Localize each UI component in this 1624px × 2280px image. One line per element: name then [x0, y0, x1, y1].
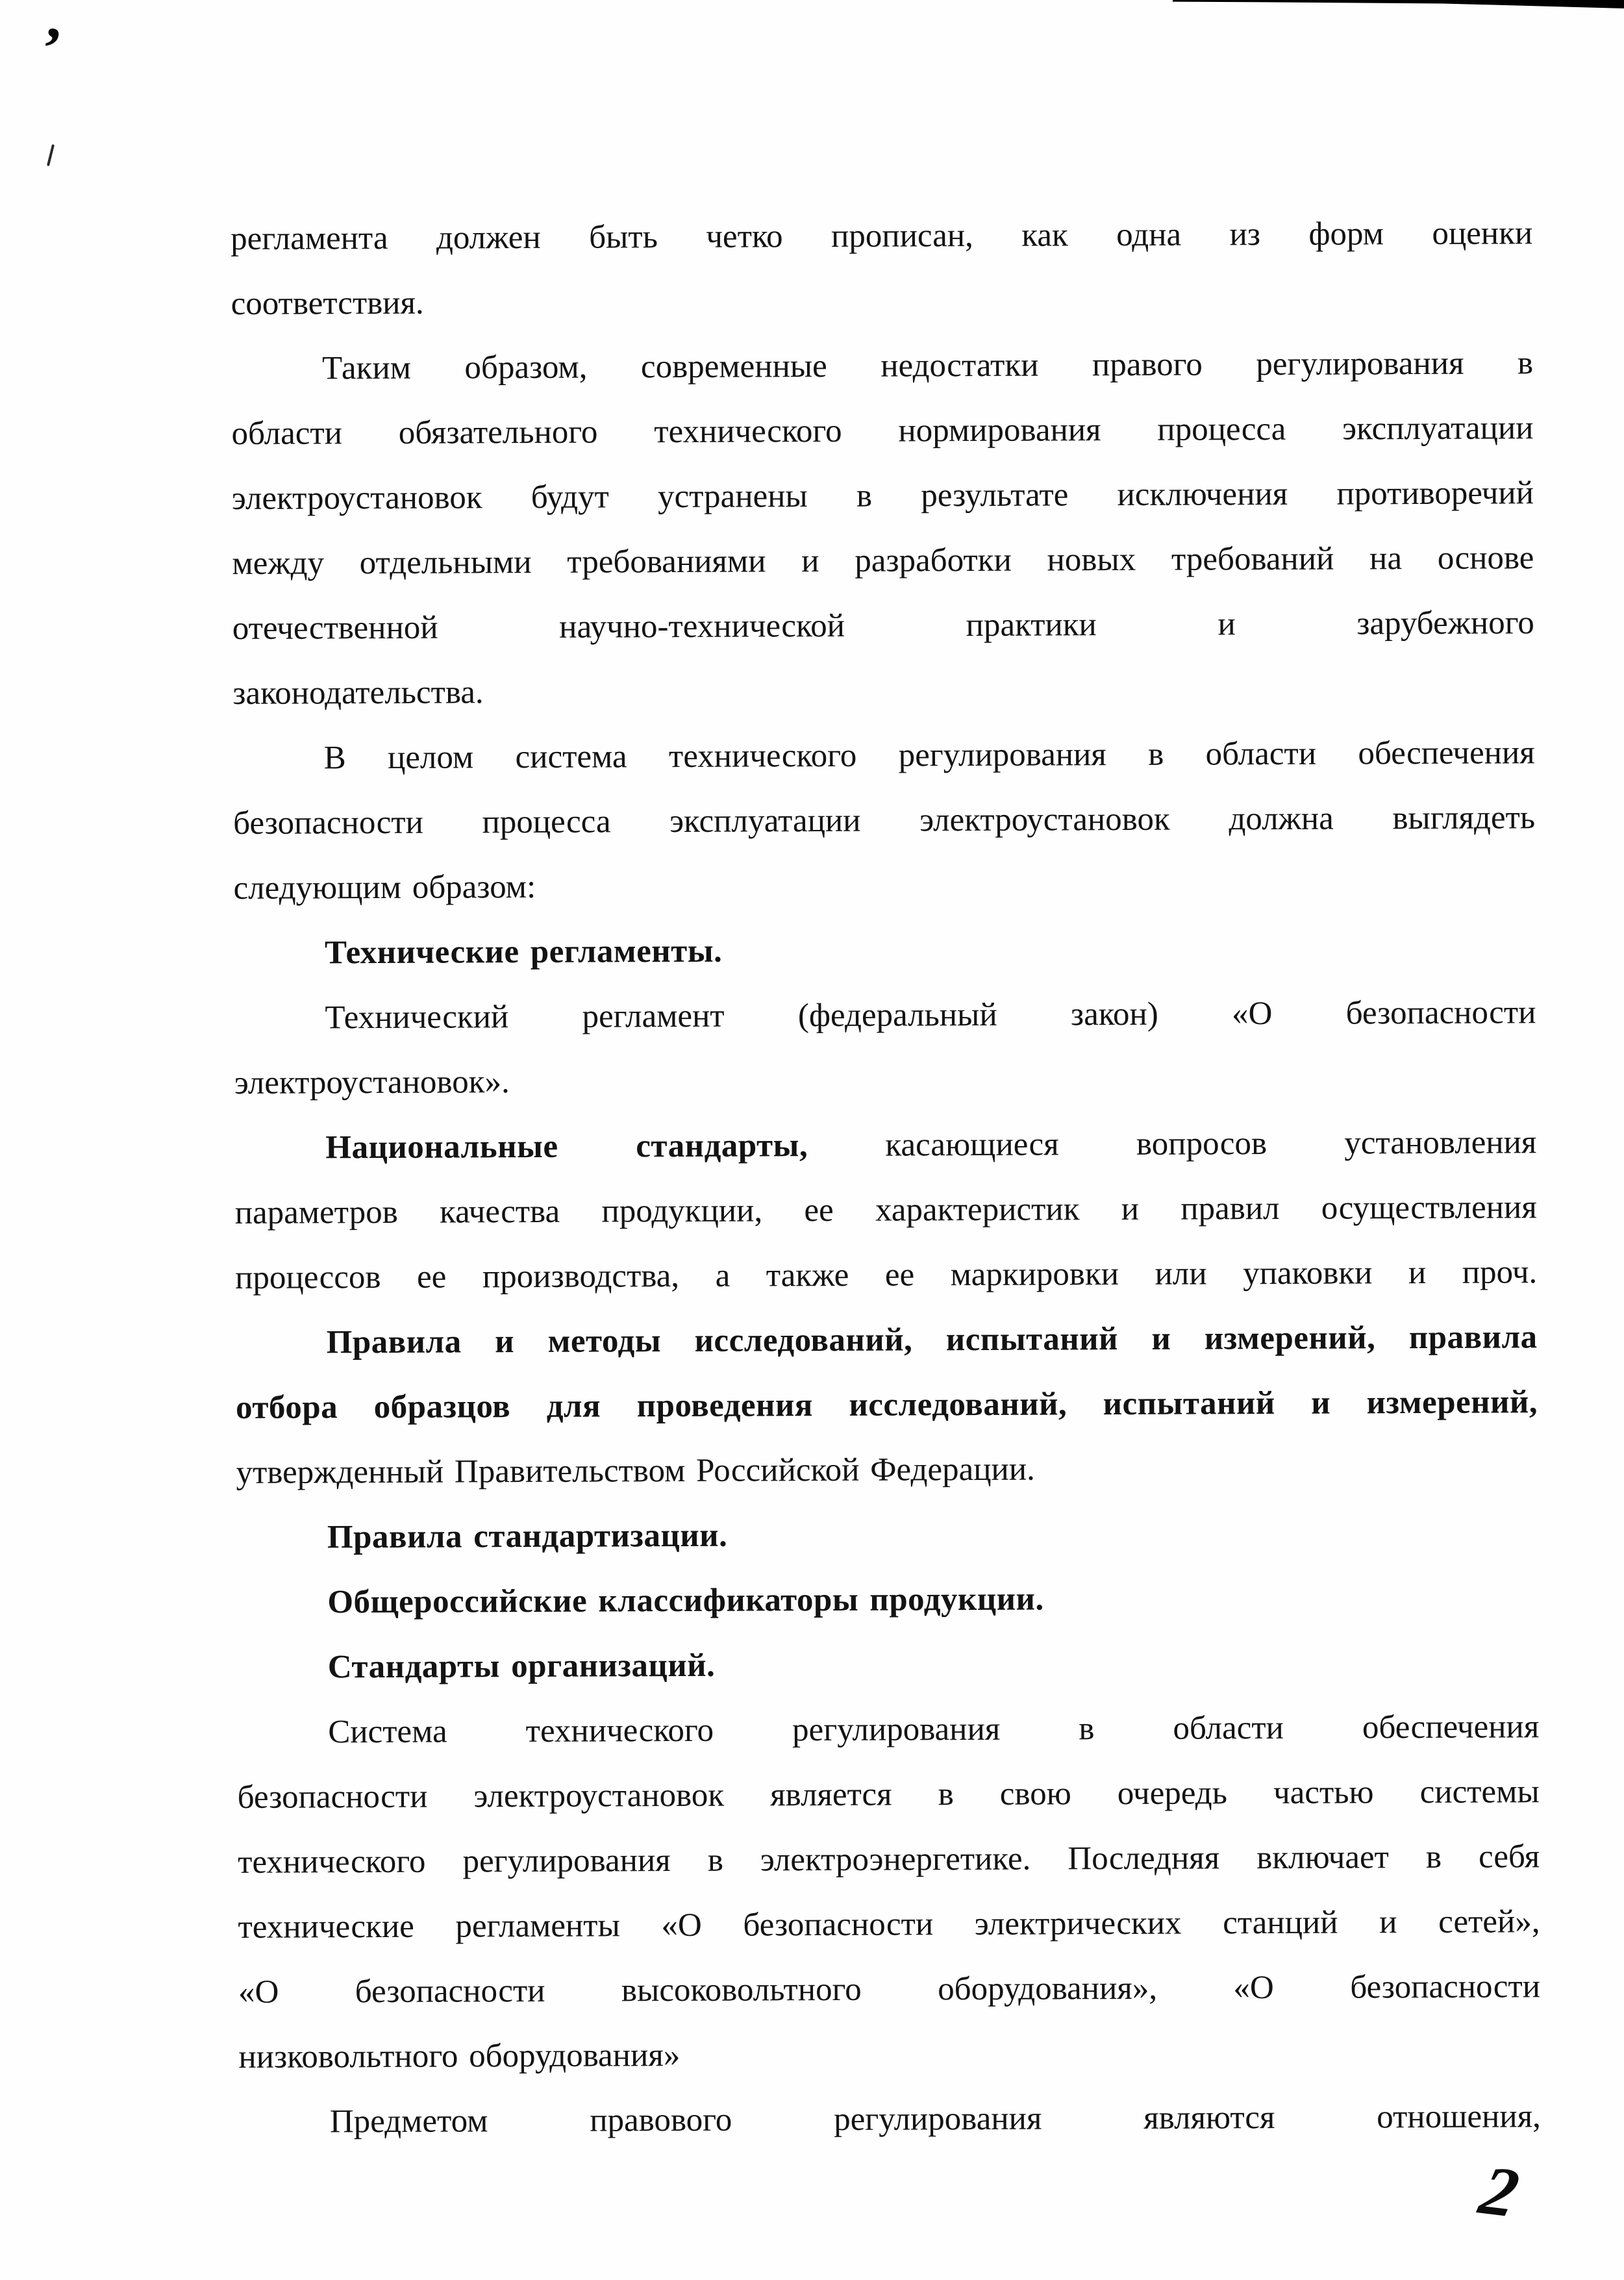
text-segment: области обязательного технического нормирования процесса эксплуатации — [231, 410, 1534, 452]
text-segment: Технический регламент (федеральный закон) «О безопасности — [325, 994, 1536, 1036]
text-segment: низковольтного оборудования» — [238, 2037, 681, 2075]
text-line — [238, 1889, 1540, 1960]
text-line — [236, 1434, 1538, 1505]
text-line — [236, 1370, 1538, 1440]
text-line — [237, 1629, 1539, 1700]
page-number: 2 — [1473, 2151, 1526, 2233]
margin-ink-mark-top: ’ — [38, 14, 65, 82]
bold-text-segment: Общероссийские классификаторы продукции. — [327, 1581, 1044, 1621]
text-line — [232, 525, 1534, 596]
text-line — [235, 1175, 1537, 1246]
text-line — [232, 590, 1534, 661]
bold-text-segment: Технические регламенты. — [324, 933, 723, 971]
text-line — [236, 1564, 1538, 1635]
text-line — [231, 201, 1532, 271]
text-segment: соответствия. — [231, 284, 424, 322]
text-segment: Таким образом, современные недостатки правого регулирования в — [321, 345, 1534, 387]
text-segment: между отдельными требованиями и разработки новых требований на основе — [232, 540, 1534, 582]
text-line — [238, 1954, 1540, 2025]
text-line — [231, 331, 1533, 401]
scan-edge-artifact — [1173, 0, 1624, 8]
text-line — [233, 850, 1535, 921]
text-line — [231, 395, 1533, 466]
text-line — [236, 1499, 1538, 1570]
bold-text-segment: отбора образцов для проведения исследований, испытаний и измерений, — [235, 1384, 1538, 1426]
text-segment: следующим образом: — [233, 868, 536, 907]
text-line — [231, 266, 1532, 336]
text-segment: «О безопасности высоковольтного оборудования», «О безопасности — [238, 1968, 1541, 2011]
text-segment: законодательства. — [232, 674, 484, 712]
bold-text-segment: Национальные стандарты, — [325, 1127, 808, 1166]
text-line — [233, 785, 1535, 856]
text-line — [235, 1305, 1537, 1375]
text-segment: технические регламенты «О безопасности электрических станций и сетей», — [238, 1903, 1540, 1946]
text-segment: электроустановок будут устранены в результате исключения противоречий — [231, 475, 1534, 517]
text-line — [234, 915, 1536, 986]
bold-text-segment: Правила и методы исследований, испытаний и измерений, правила — [326, 1319, 1538, 1361]
text-segment: утвержденный Правительством Российской Федерации. — [236, 1451, 1035, 1491]
text-line — [234, 1110, 1536, 1181]
margin-ink-mark-mid — [47, 144, 55, 166]
text-line — [237, 1759, 1539, 1830]
text-line — [238, 1824, 1540, 1895]
text-segment: процессов ее производства, а также ее маркировки или упаковки и проч. — [235, 1254, 1538, 1296]
bold-text-segment: Стандарты организаций. — [327, 1647, 716, 1686]
text-segment: регламента должен быть четко прописан, как одна из форм оценки — [231, 215, 1533, 257]
text-line — [232, 460, 1534, 531]
text-line — [237, 1694, 1539, 1765]
text-line — [234, 1045, 1536, 1116]
text-line — [238, 2019, 1540, 2090]
text-segment: отечественной научно-технической практики и зарубежного — [232, 605, 1534, 647]
text-block — [231, 201, 1541, 2155]
text-segment: Система технического регулирования в области обеспечения — [328, 1709, 1540, 1751]
bold-text-segment: Правила стандартизации. — [327, 1517, 728, 1556]
text-segment: электроустановок». — [234, 1064, 510, 1101]
text-segment: параметров качества продукции, ее характеристик и правил осуществления — [234, 1189, 1537, 1231]
text-line — [232, 720, 1534, 791]
text-segment: касающиеся вопросов установления — [808, 1124, 1537, 1164]
text-line — [234, 980, 1536, 1051]
text-segment: В целом система технического регулирования в области обеспечения — [323, 734, 1535, 777]
text-segment: безопасности процесса эксплуатации электроустановок должна выглядеть — [233, 799, 1536, 842]
text-line — [232, 655, 1534, 726]
text-segment: безопасности электроустановок является в свою очередь частью системы — [237, 1773, 1540, 1816]
text-segment: технического регулирования в электроэнергетике. Последняя включает в себя — [238, 1838, 1540, 1881]
text-segment: Предметом правового регулирования являются отношения, — [329, 2098, 1541, 2140]
text-line — [239, 2084, 1541, 2155]
text-line — [235, 1240, 1537, 1310]
